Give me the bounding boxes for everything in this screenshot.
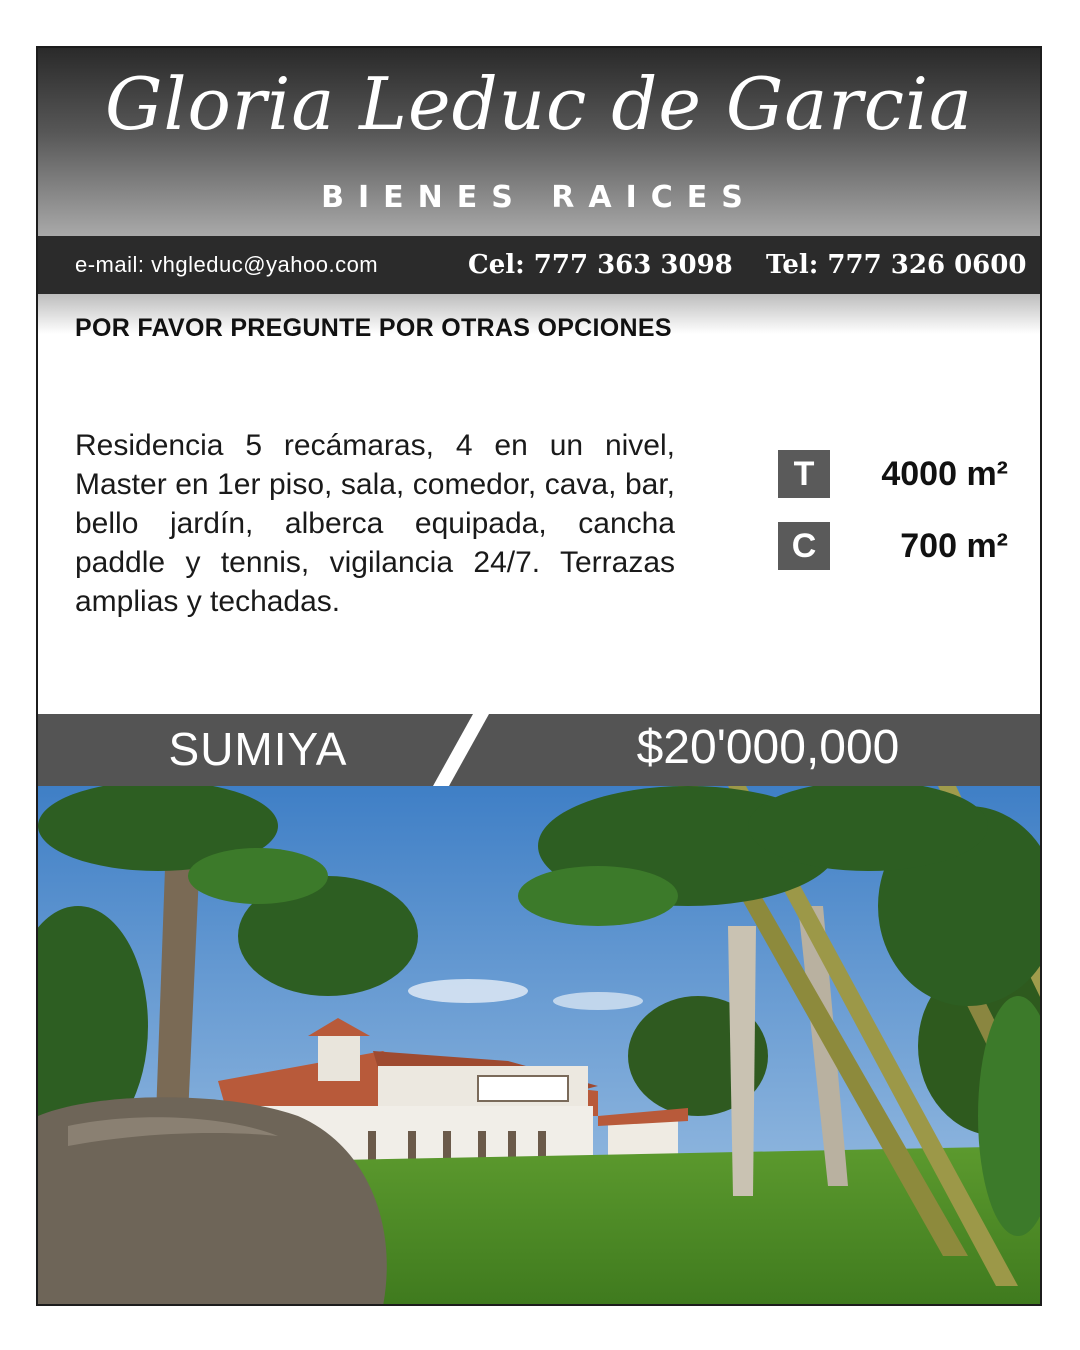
construction-area-value: 700 m² <box>900 526 1008 565</box>
property-description: Residencia 5 recámaras, 4 en un nivel, Master en 1er piso, sala, comedor, cava, bar, bello jardín, alberca equipada, cancha paddle y tennis, vigilancia 24/7. Terrazas amplias y techadas. <box>75 429 675 618</box>
construction-area-badge: C <box>778 522 830 570</box>
contact-email: e-mail: vhgleduc@yahoo.com <box>75 252 379 277</box>
garden-house-image <box>38 786 1042 1306</box>
listing-name: SUMIYA <box>168 723 348 775</box>
contact-tel: Tel: 777 326 0600 <box>766 250 1027 280</box>
listing-title-bar <box>38 714 1040 786</box>
notice-text: POR FAVOR PREGUNTE POR OTRAS OPCIONES <box>75 314 672 342</box>
land-area <box>778 450 1008 498</box>
contact-bar <box>38 236 1040 294</box>
land-area-value: 4000 m² <box>881 454 1008 493</box>
land-area-badge: T <box>778 450 830 498</box>
slash-divider <box>433 714 493 786</box>
brand-name: Gloria Leduc de Garcia <box>105 62 973 146</box>
property-photo <box>38 786 1042 1306</box>
contact-cel: Cel: 777 363 3098 <box>468 250 733 280</box>
construction-area <box>778 522 1008 570</box>
property-flyer <box>36 46 1042 1306</box>
brand-subtitle: BIENES RAICES <box>321 180 757 215</box>
header <box>38 48 1040 236</box>
listing-price: $20'000,000 <box>636 721 900 774</box>
